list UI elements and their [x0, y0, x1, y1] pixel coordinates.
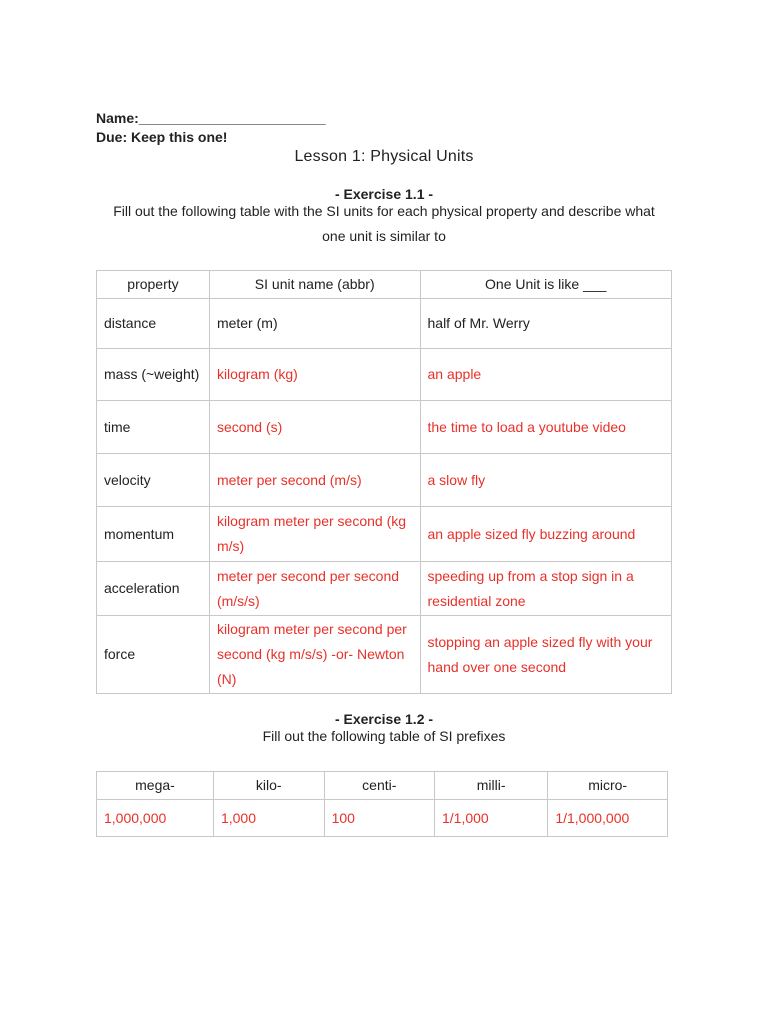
property-cell: momentum	[97, 507, 210, 562]
unit-answer-cell: second (s)	[209, 401, 420, 454]
due-label: Due: Keep this one!	[96, 129, 228, 145]
like-answer-cell: the time to load a youtube video	[420, 401, 672, 454]
prefix-value-cell: 1,000	[213, 800, 324, 837]
prefix-header-cell: centi-	[324, 772, 434, 800]
column-header-one-unit-like: One Unit is like ___	[420, 271, 672, 299]
like-cell: half of Mr. Werry	[420, 299, 672, 349]
table-row	[97, 454, 672, 507]
exercise-2-heading: - Exercise 1.2 -	[334, 711, 434, 727]
name-field-label: Name:________________________	[96, 110, 326, 126]
property-cell: velocity	[97, 454, 210, 507]
property-cell: time	[97, 401, 210, 454]
prefix-header-cell: kilo-	[213, 772, 324, 800]
exercise-1-instruction-line-1: Fill out the following table with the SI units for each physical property and describe what	[113, 203, 655, 219]
exercise-1-heading: - Exercise 1.1 -	[334, 186, 434, 202]
property-cell: distance	[97, 299, 210, 349]
property-cell: acceleration	[97, 562, 210, 616]
table-row	[97, 299, 672, 349]
like-answer-cell: an apple	[420, 349, 672, 401]
column-header-si-unit: SI unit name (abbr)	[209, 271, 420, 299]
column-header-property: property	[97, 271, 210, 299]
table-row	[97, 349, 672, 401]
like-answer-cell: speeding up from a stop sign in a residential zone	[420, 562, 672, 616]
unit-cell: meter (m)	[209, 299, 420, 349]
like-answer-cell: an apple sized fly buzzing around	[420, 507, 672, 562]
prefix-values-row	[97, 800, 668, 837]
property-cell: mass (~weight)	[97, 349, 210, 401]
unit-answer-cell: kilogram meter per second per second (kg m/s/s) -or- Newton (N)	[209, 616, 420, 694]
page-title: Lesson 1: Physical Units	[294, 148, 474, 165]
table-row	[97, 562, 672, 616]
unit-answer-cell: meter per second (m/s)	[209, 454, 420, 507]
prefix-header-row	[97, 772, 668, 800]
prefix-header-cell: milli-	[434, 772, 547, 800]
table-row	[97, 507, 672, 562]
table-row	[97, 616, 672, 694]
si-prefixes-table	[96, 771, 668, 837]
prefix-value-cell: 1/1,000,000	[548, 800, 668, 837]
prefix-value-cell: 1,000,000	[97, 800, 214, 837]
unit-answer-cell: meter per second per second (m/s/s)	[209, 562, 420, 616]
property-cell: force	[97, 616, 210, 694]
si-units-table	[96, 270, 672, 694]
prefix-header-cell: micro-	[548, 772, 668, 800]
like-answer-cell: a slow fly	[420, 454, 672, 507]
exercise-2-instruction: Fill out the following table of SI prefixes	[262, 728, 506, 744]
table-header-row	[97, 271, 672, 299]
like-answer-cell: stopping an apple sized fly with your hand over one second	[420, 616, 672, 694]
unit-answer-cell: kilogram (kg)	[209, 349, 420, 401]
prefix-value-cell: 100	[324, 800, 434, 837]
table-row	[97, 401, 672, 454]
prefix-value-cell: 1/1,000	[434, 800, 547, 837]
unit-answer-cell: kilogram meter per second (kg m/s)	[209, 507, 420, 562]
exercise-1-instruction-line-2: one unit is similar to	[322, 228, 446, 244]
prefix-header-cell: mega-	[97, 772, 214, 800]
